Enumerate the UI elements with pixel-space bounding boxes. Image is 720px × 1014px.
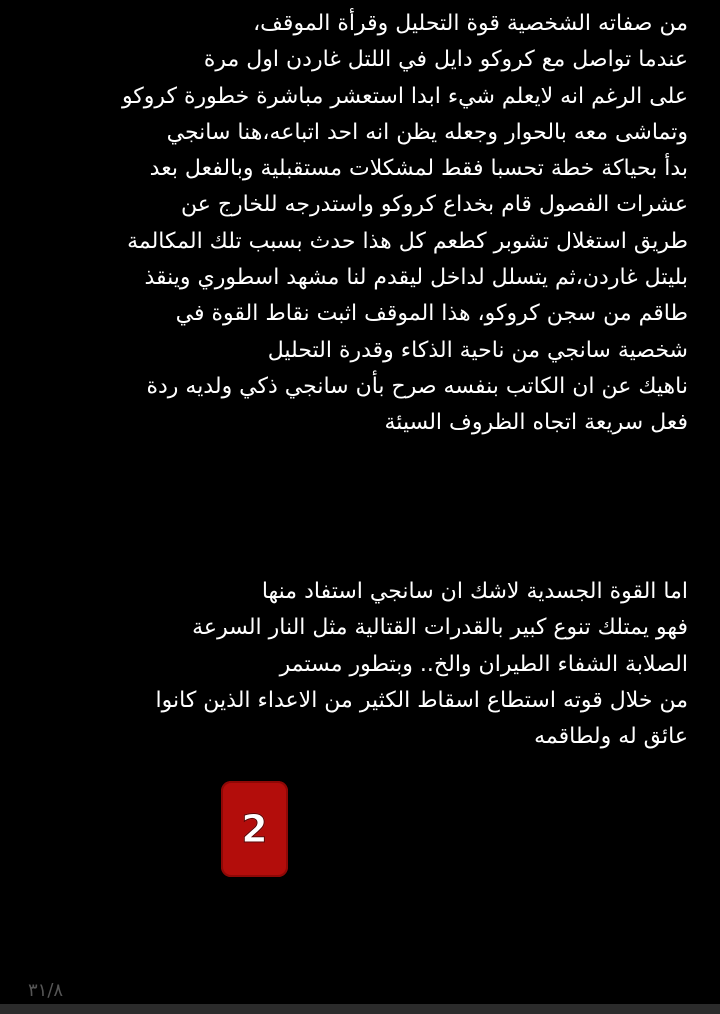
paragraph-2 [28,574,688,755]
text-line: عشرات الفصول قام بخداع كروكو واستدرجه للخارج عن [180,192,688,218]
text-line: طاقم من سجن كروكو، هذا الموقف اثبت نقاط القوة في [175,301,688,327]
text-line: عائق له ولطاقمه [534,724,688,750]
bottom-navigation-bar [0,1004,720,1014]
text-line: على الرغم انه لايعلم شيء ابدا استعشر مباشرة خطورة كروكو [121,83,688,109]
page-indicator: ٣١/٨ [28,980,64,1001]
text-line: بليتل غاردن،ثم يتسلل لداخل ليقدم لنا مشهد اسطوري وينقذ [144,265,688,291]
text-line: من صفاته الشخصية قوة التحليل وقرأة الموقف، [253,11,688,36]
text-line: من خلال قوته استطاع اسقاط الكثير من الاعداء الذين كانوا [155,687,688,713]
text-line: شخصية سانجي من ناحية الذكاء وقدرة التحليل [267,337,688,363]
paragraph-1 [28,6,688,442]
text-line: ناهيك عن ان الكاتب بنفسه صرح بأن سانجي ذكي ولديه ردة [146,373,688,399]
text-line: الصلابة الشفاء الطيران والخ.. وبتطور مستمر [279,651,688,677]
section-number-badge: 2 [221,781,288,877]
text-line: فهو يمتلك تنوع كبير بالقدرات القتالية مثل النار السرعة [192,615,688,641]
text-line: طريق استغلال تشوبر كطعم كل هذا حدث بسبب تلك المكالمة [127,228,688,254]
text-line: وتماشى معه بالحوار وجعله يظن انه احد اتباعه،هنا سانجي [166,119,688,145]
text-line: عندما تواصل مع كروكو دايل في اللتل غاردن اول مرة [203,47,688,73]
text-line: اما القوة الجسدية لاشك ان سانجي استفاد منها [261,579,688,604]
text-line: بدأ بحياكة خطة تحسبا فقط لمشكلات مستقبلية وبالفعل بعد [149,156,688,182]
text-line: فعل سريعة اتجاه الظروف السيئة [384,410,688,436]
